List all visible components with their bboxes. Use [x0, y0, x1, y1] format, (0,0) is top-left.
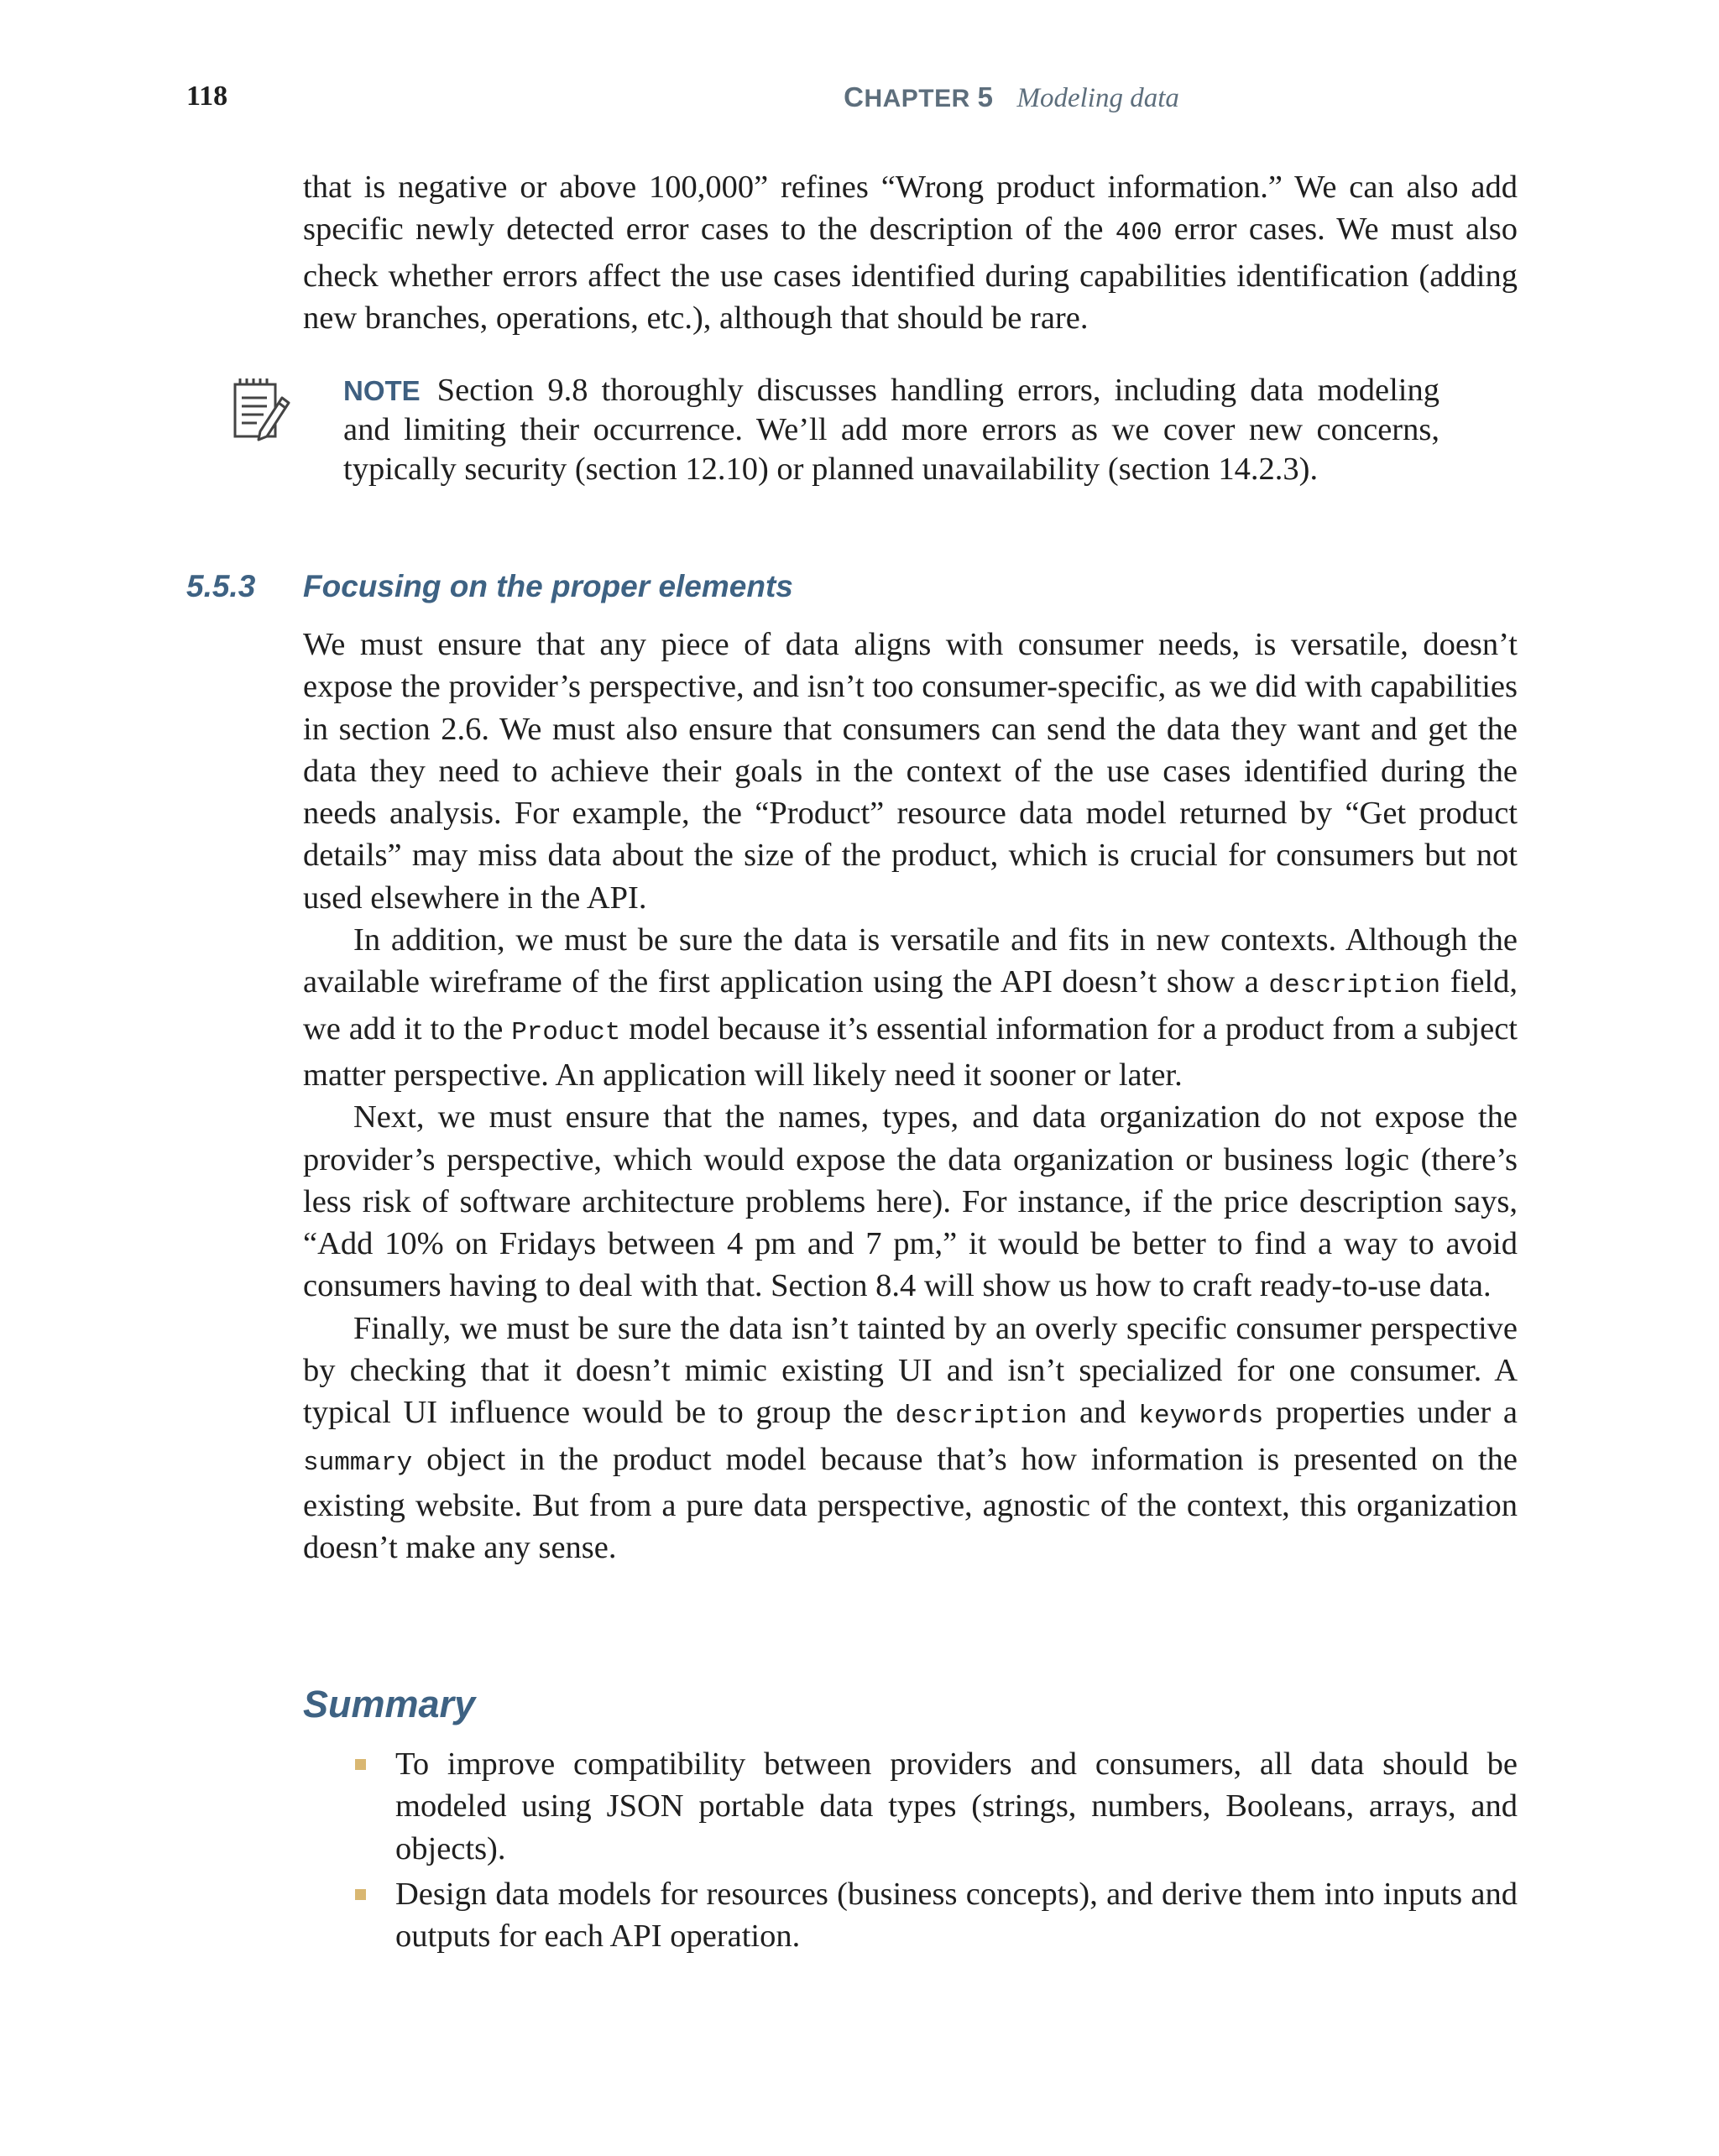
running-head	[0, 81, 1719, 114]
note-box	[343, 371, 1439, 488]
chapter-title: Modeling data	[1016, 83, 1179, 113]
paragraph-provider: Next, we must ensure that the names, types, and data organization do not expose the provider’s perspective, which would expose the data organization or business logic (there’s less risk of software architecture problems here). For instance, if the price description says, “Add 10% on Fridays between 4 pm and 7 pm,” it would be better to find a way to avoid consumers having to deal with that. Section 8.4 will show us how to craft ready-to-use data.	[303, 1099, 1518, 1304]
note-text: Section 9.8 thoroughly discusses handling errors, including data modeling and limiting their occurrence. We’ll add more errors as we cover new concerns, typically security (section 12.10) or planned unavailability (section 14.2.3).	[343, 373, 1439, 487]
bullet-square-icon	[355, 1759, 366, 1770]
summary-heading: Summary	[303, 1683, 476, 1725]
summary-item: To improve compatibility between providers and consumers, all data should be modeled using JSON portable data types (strings, numbers, Booleans, arrays, and objects).	[303, 1743, 1518, 1870]
paragraph-needs: We must ensure that any piece of data aligns with consumer needs, is versatile, doesn’t expose the provider’s perspective, and isn’t too consumer-specific, as we did with capabilities in section 2.6. We must also ensure that consumers can send the data they want and get the data they need to achieve their goals in the context of the use cases identified during the needs analysis. For example, the “Product” resource data model returned by “Get product details” may miss data about the size of the product, which is crucial for consumers but not used elsewhere in the API.	[303, 627, 1518, 916]
note-label: NOTE	[343, 375, 421, 406]
section-number: 5.5.3	[186, 569, 256, 603]
section-title: Focusing on the proper elements	[303, 569, 793, 603]
code-400: 400	[1115, 218, 1163, 248]
summary-item: Design data models for resources (business concepts), and derive them into inputs and outputs for each API operation.	[303, 1873, 1518, 1958]
notepad-pencil-icon	[230, 376, 294, 445]
paragraph-consumer: Finally, we must be sure the data isn’t tainted by an overly specific consumer perspective by checking that it doesn’t mimic existing UI and isn’t specialized for one consumer. A typical UI influence would be to group the description and keywords properties under a summary object in the product model because that’s how information is presented on the existing website. But from a pure data perspective, agnostic of the context, this organization doesn’t make any sense.	[303, 1310, 1518, 1566]
paragraph-versatile: In addition, we must be sure the data is versatile and fits in new contexts. Although the available wireframe of the first application using the API doesn’t show a description field, we add it to the Product model because it’s essential information for a product from a subject matter perspective. An application will likely need it sooner or later.	[303, 922, 1518, 1093]
intro-paragraph: that is negative or above 100,000” refines “Wrong product information.” We can also add specific newly detected error cases to the description of the 400 error cases. We must also check whether errors affect the use cases identified during capabilities identification (adding new branches, operations, etc.), although that should be rare.	[303, 170, 1518, 336]
bullet-square-icon	[355, 1889, 366, 1900]
summary-list	[303, 1743, 1518, 1960]
page-number: 118	[186, 81, 228, 112]
section-body	[303, 624, 1518, 1569]
section-heading	[186, 569, 1529, 604]
chapter-label: CHAPTER 5	[844, 81, 994, 112]
